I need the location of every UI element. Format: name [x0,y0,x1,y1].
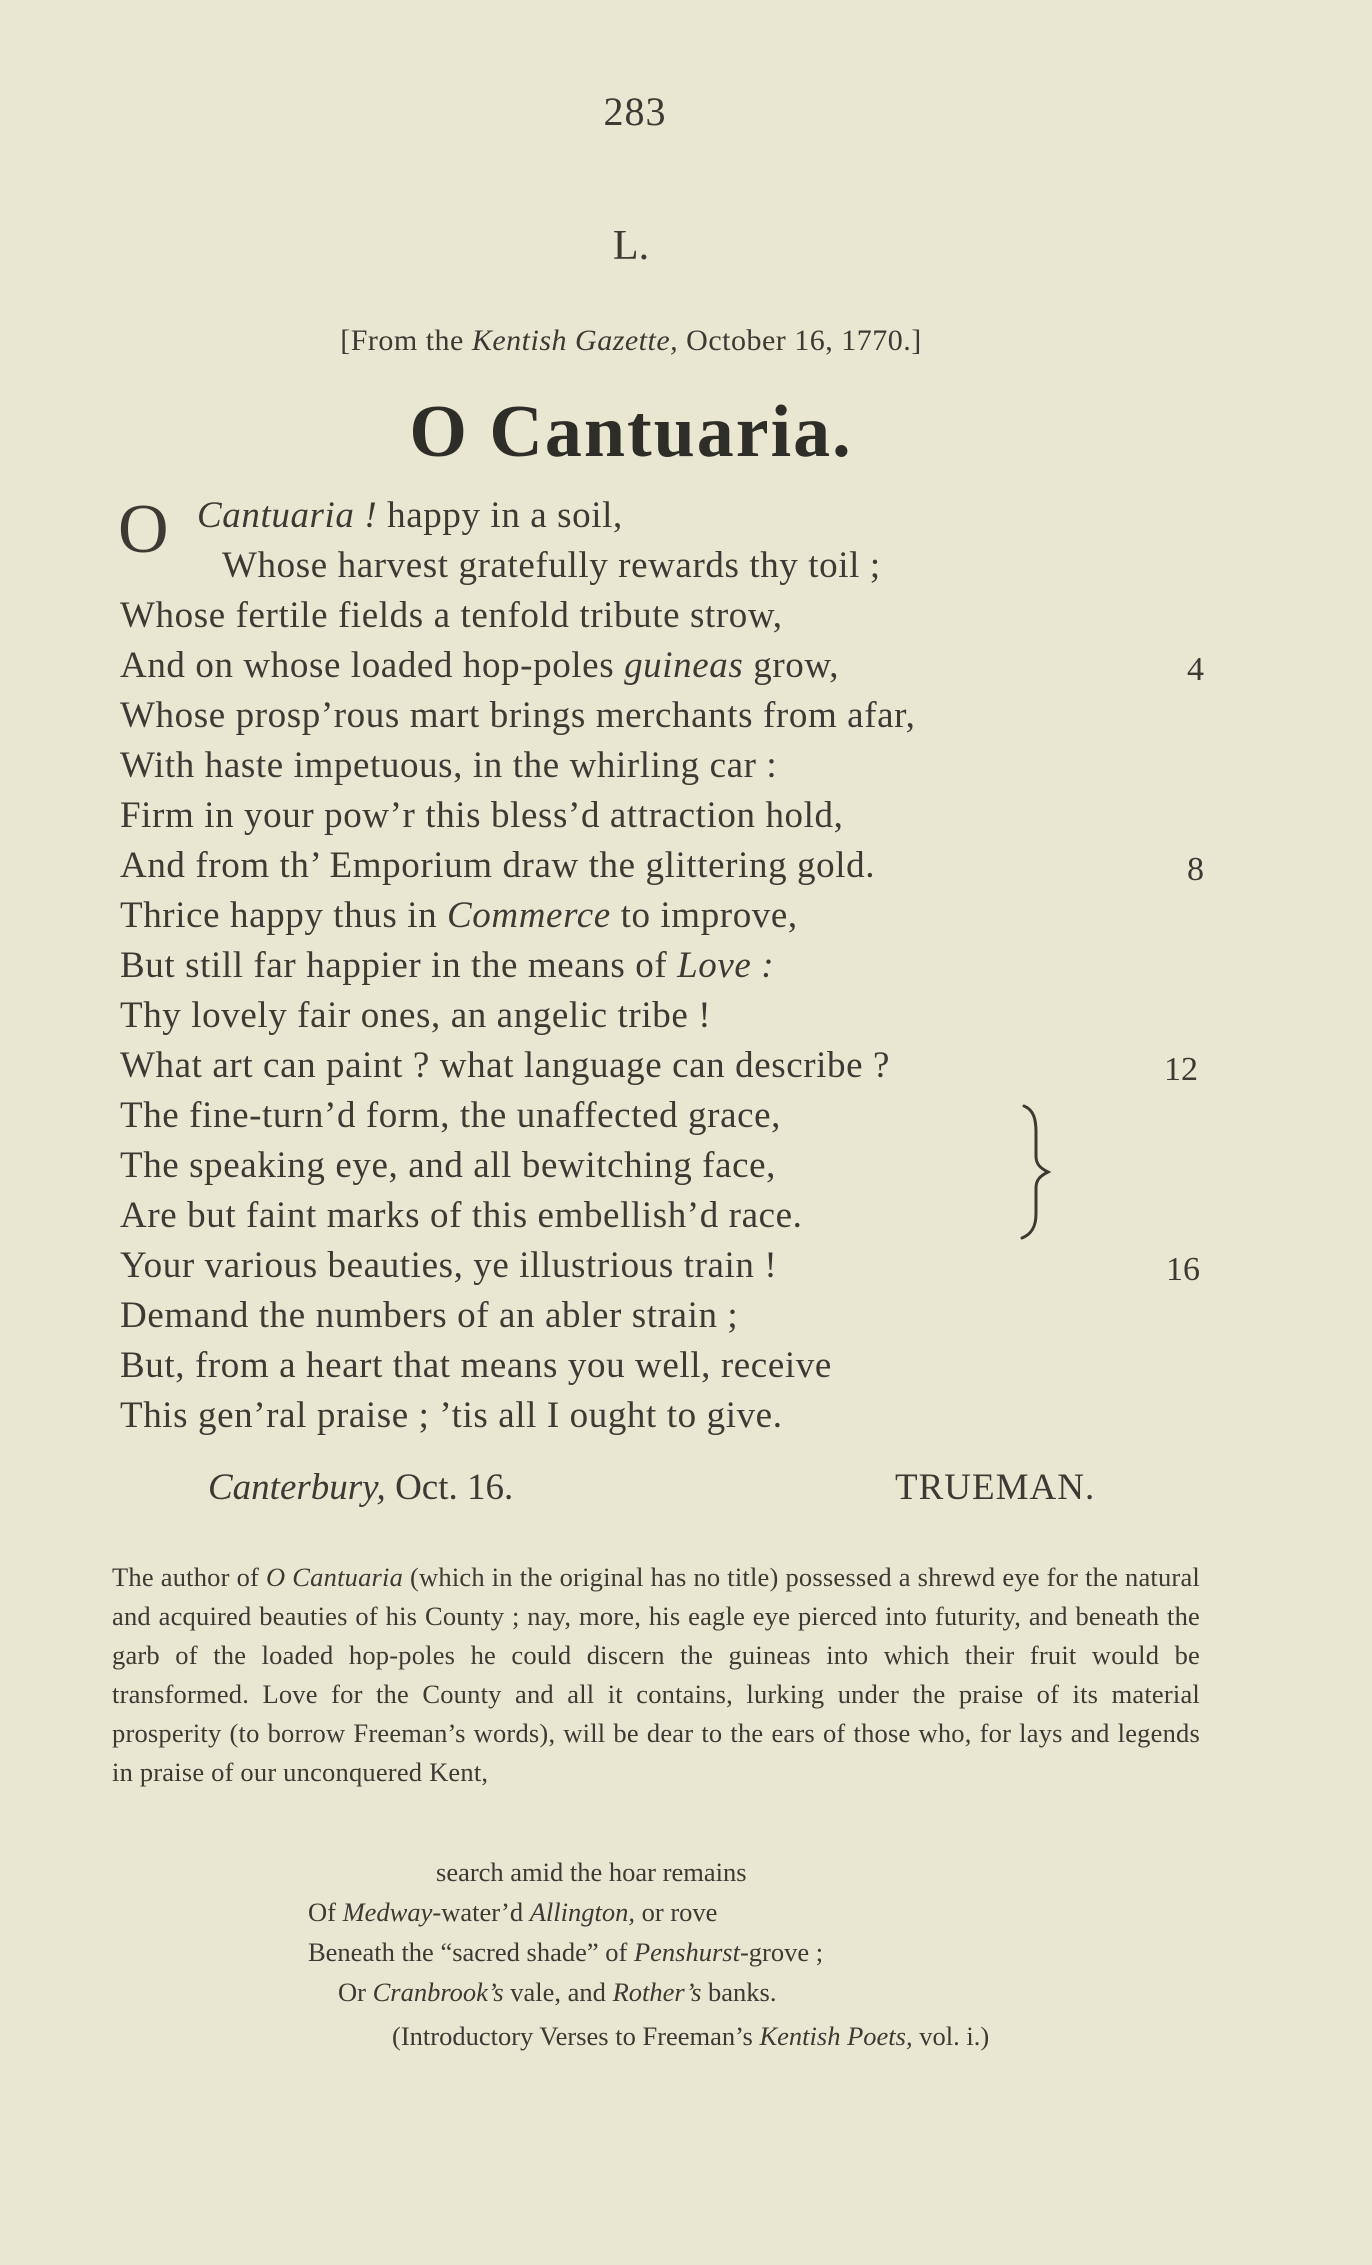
text-segment: vol. i.) [912,2021,990,2051]
text-segment: (Introductory Verses to Freeman’s [392,2021,760,2051]
poem-line-14 [120,1141,776,1191]
text-segment: Love : [677,945,775,986]
section-numeral: L. [612,223,650,269]
text-segment: banks. [701,1977,777,2007]
source-prefix: [From the [340,324,472,357]
line-number-16: 16 [1166,1251,1200,1288]
poem-line-2 [222,541,881,591]
line-number-8: 8 [1187,851,1204,888]
text-segment: Cantuaria ! [197,495,378,536]
text-segment: search amid the hoar remains [436,1857,747,1887]
text-segment: Firm in your pow’r this bless’d attraction hold, [120,795,844,836]
poem-line-13 [120,1091,781,1141]
page-number: 283 [603,89,667,134]
text-segment: vale, and [503,1977,613,2007]
signoff-place: Canterbury, [208,1467,386,1508]
text-segment: But still far happier in the means of [120,945,678,986]
text-segment: Whose prosp’rous mart brings merchants from afar, [120,695,916,736]
text-segment: The author of [112,1562,267,1592]
poem-line-18 [120,1341,832,1391]
poem-line-17 [120,1291,738,1341]
text-segment: (which in the original has no title) possessed a shrewd eye for the natural and acquired beauties of his County ; nay, more, his eagle eye pierced into futurity, and beneath the garb of the loaded hop-poles he could discern the guineas into which their fruit would be transformed. Love for the County and all it contains, lurking under the praise of its material prosperity (to borrow Freeman’s words), will be dear to the ears of those who, for lays and legends in praise of our unconquered Kent, [112,1562,1200,1787]
text-segment: Beneath the “sacred shade” of [308,1937,634,1967]
quote-line-1 [436,1852,747,1892]
signoff-place-date [208,1466,513,1509]
text-segment: What art can paint ? what language can describe ? [120,1045,891,1086]
text-segment: Whose fertile fields a tenfold tribute strow, [120,595,783,636]
line-number-12: 12 [1164,1051,1198,1088]
text-segment: to improve, [610,895,798,936]
text-segment: happy in a soil, [377,495,623,536]
poem-line-5 [120,691,915,741]
text-segment: Penshurst [633,1937,740,1967]
quote-line-5 [392,2016,989,2056]
text-segment: Your various beauties, ye illustrious train ! [120,1245,778,1286]
poem-line-15 [120,1191,803,1241]
text-segment: Medway [342,1897,433,1927]
poem-line-19 [120,1391,783,1441]
line-number-4: 4 [1187,651,1204,688]
text-segment: Or [338,1977,373,2007]
text-segment: The fine-turn’d form, the unaffected grace, [120,1095,781,1136]
text-segment: -water’d [432,1897,530,1927]
quote-line-3 [308,1932,823,1972]
text-segment: Whose harvest gratefully rewards thy toil ; [222,545,881,586]
text-segment: But, from a heart that means you well, receive [120,1345,832,1386]
source-date: October 16, 1770.] [678,324,922,357]
text-segment: Kentish Poets, [759,2021,913,2051]
poem-title: O Cantuaria. [409,391,853,473]
text-segment: The speaking eye, and all bewitching face, [120,1145,776,1186]
poem-line-16 [120,1241,777,1291]
poem-line-3 [120,591,783,641]
commentary-paragraph [112,1558,1200,1792]
text-segment: And from th’ Emporium draw the glittering gold. [120,845,876,886]
text-segment: or rove [635,1897,718,1927]
text-segment: Demand the numbers of an abler strain ; [120,1295,739,1336]
text-segment: Are but faint marks of this embellish’d race. [120,1195,803,1236]
text-segment: Of [308,1897,343,1927]
poem-line-6 [120,741,777,791]
poem-line-4 [120,641,839,691]
text-segment: And on whose loaded hop-poles [120,645,625,686]
text-segment: Rother’s [612,1977,702,2007]
signoff-name: TRUEMAN. [895,1467,1096,1508]
text-segment: guineas [624,645,744,686]
poem-line-1 [197,491,623,541]
poem-line-9 [120,891,798,941]
drop-initial: O [118,491,169,568]
text-segment: O Cantuaria [266,1562,404,1592]
text-segment: Commerce [447,895,611,936]
text-segment: Thy lovely fair ones, an angelic tribe ! [120,995,712,1036]
source-citation [0,324,1262,358]
text-segment: grow, [743,645,840,686]
quote-line-4 [338,1972,776,2012]
source-publication: Kentish Gazette, [471,324,679,357]
text-segment: This gen’ral praise ; ’tis all I ought to give. [120,1395,783,1436]
triplet-brace-icon [1018,1102,1058,1242]
poem-line-10 [120,941,774,991]
poem-line-12 [120,1041,890,1091]
quote-line-2 [308,1892,717,1932]
poem-line-7 [120,791,844,841]
text-segment: Cranbrook’s [372,1977,504,2007]
text-segment: Allington, [529,1897,635,1927]
text-segment: -grove ; [739,1937,824,1967]
text-segment: With haste impetuous, in the whirling car : [120,745,778,786]
poem-line-8 [120,841,875,891]
text-segment: Thrice happy thus in [120,895,448,936]
signoff-date: Oct. 16. [385,1467,514,1508]
poem-line-11 [120,991,711,1041]
